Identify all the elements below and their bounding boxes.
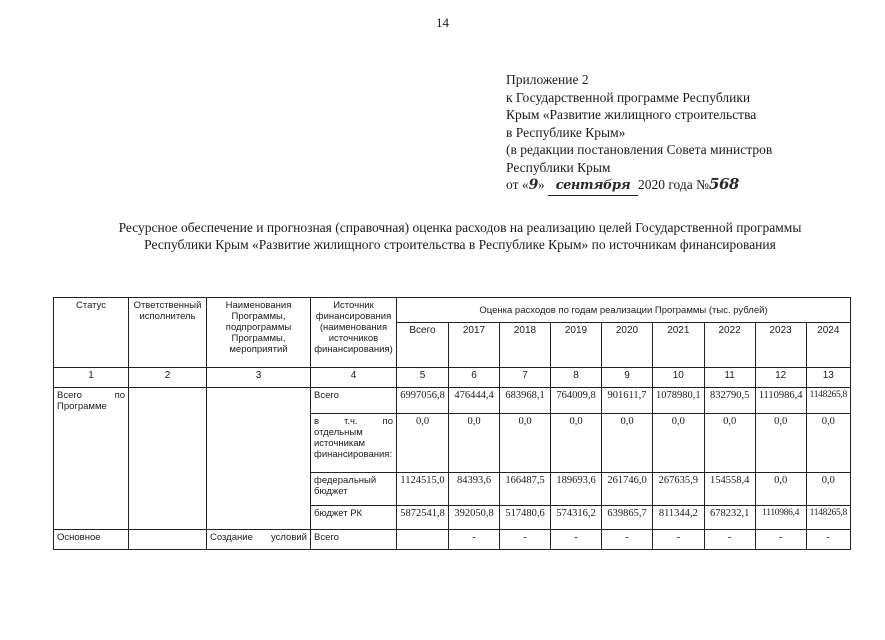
value-cell: 5872541,8 — [397, 506, 449, 530]
value-cell: 574316,2 — [551, 506, 602, 530]
column-number: 3 — [207, 368, 311, 388]
value-cell: 154558,4 — [704, 473, 755, 506]
header-year: 2021 — [653, 323, 705, 368]
value-cell: - — [551, 530, 602, 550]
header-year: 2024 — [806, 323, 850, 368]
value-cell: - — [806, 530, 850, 550]
program-name-cell — [207, 388, 311, 530]
decree-month: сентября — [548, 177, 638, 196]
value-cell: 764009,8 — [551, 388, 602, 414]
header-status: Статус — [54, 298, 129, 368]
status-word: Программе — [57, 401, 107, 412]
decree-mid: » — [537, 177, 545, 192]
value-cell: 1110986,4 — [755, 506, 806, 530]
value-cell: 1148265,8 — [806, 506, 850, 530]
header-year: 2023 — [755, 323, 806, 368]
value-cell: 811344,2 — [653, 506, 705, 530]
value-cell: 1078980,1 — [653, 388, 705, 414]
value-cell: - — [653, 530, 705, 550]
table-row — [54, 388, 851, 414]
value-cell: - — [755, 530, 806, 550]
value-cell: 832790,5 — [704, 388, 755, 414]
value-cell: 1148265,8 — [806, 388, 850, 414]
column-number: 10 — [653, 368, 705, 388]
value-cell: 0,0 — [704, 414, 755, 473]
value-cell: 0,0 — [602, 414, 653, 473]
page-number: 14 — [436, 15, 449, 30]
value-cell: 166487,5 — [500, 473, 551, 506]
header-year: 2019 — [551, 323, 602, 368]
program-name-cell — [207, 530, 311, 550]
executor-cell — [129, 388, 207, 530]
value-cell: 1110986,4 — [755, 388, 806, 414]
source-cell: Всего — [311, 388, 397, 414]
decree-day: 9 — [528, 177, 538, 193]
appendix-line: Приложение 2 — [506, 72, 589, 87]
value-cell: 517480,6 — [500, 506, 551, 530]
column-number: 5 — [397, 368, 449, 388]
source-cell — [311, 414, 397, 473]
column-number: 13 — [806, 368, 850, 388]
value-cell: - — [704, 530, 755, 550]
column-number: 9 — [602, 368, 653, 388]
status-cell: Основное — [54, 530, 129, 550]
value-cell: 84393,6 — [449, 473, 500, 506]
value-cell: - — [602, 530, 653, 550]
value-cell: 189693,6 — [551, 473, 602, 506]
value-cell: 0,0 — [806, 414, 850, 473]
value-cell: 639865,7 — [602, 506, 653, 530]
document-heading: Ресурсное обеспечение и прогнозная (справочная) оценка расходов на реализацию целей Государственной программы Республики Крым «Развитие жилищного строительства в Республике Крым» по источникам финансирования — [118, 220, 802, 252]
column-number: 12 — [755, 368, 806, 388]
decree-year: 2020 года № — [637, 177, 710, 192]
appendix-line: Республики Крым — [506, 159, 611, 175]
appendix-line: в Республике Крым» — [506, 124, 626, 140]
value-cell: 678232,1 — [704, 506, 755, 530]
header-year: 2018 — [500, 323, 551, 368]
name-word: Создание — [210, 532, 253, 543]
value-cell: - — [500, 530, 551, 550]
header-estimate: Оценка расходов по годам реализации Программы (тыс. рублей) — [397, 298, 851, 323]
source-word: отдельным источникам финансирования: — [314, 427, 393, 460]
column-number: 11 — [704, 368, 755, 388]
column-number: 6 — [449, 368, 500, 388]
source-word: в — [314, 416, 320, 427]
decree-number: 568 — [709, 175, 739, 193]
appendix-line: к Государственной программе Республики — [506, 89, 751, 105]
value-cell: 0,0 — [755, 473, 806, 506]
appendix-line: (в редакции постановления Совета министров — [506, 142, 773, 157]
table-row — [54, 530, 851, 550]
column-number: 1 — [54, 368, 129, 388]
appendix-line: Крым «Развитие жилищного строительства — [506, 107, 757, 122]
header-name: Наименования Программы, подпрограммы Программы, мероприятий — [207, 298, 311, 368]
status-program-cell — [54, 388, 129, 530]
value-cell: 901611,7 — [602, 388, 653, 414]
value-cell: 392050,8 — [449, 506, 500, 530]
header-source: Источник финансирования (наименования источников финансирования) — [311, 298, 397, 368]
decree-line — [506, 176, 772, 196]
value-cell: 0,0 — [551, 414, 602, 473]
column-number-row — [54, 368, 851, 388]
executor-cell — [129, 530, 207, 550]
source-word: т.ч. — [344, 416, 358, 427]
decree-prefix: от « — [506, 177, 529, 192]
value-cell: 0,0 — [397, 414, 449, 473]
source-cell: Всего — [311, 530, 397, 550]
value-cell: 683968,1 — [500, 388, 551, 414]
source-cell: федеральный бюджет — [311, 473, 397, 506]
value-cell: - — [449, 530, 500, 550]
value-cell: 1124515,0 — [397, 473, 449, 506]
value-cell — [397, 530, 449, 550]
column-number: 8 — [551, 368, 602, 388]
value-cell: 0,0 — [755, 414, 806, 473]
header-executor: Ответственный исполнитель — [129, 298, 207, 368]
value-cell: 0,0 — [653, 414, 705, 473]
value-cell: 267635,9 — [653, 473, 705, 506]
name-word: условий — [271, 532, 307, 543]
column-number: 4 — [311, 368, 397, 388]
budget-table — [53, 297, 851, 550]
value-cell: 261746,0 — [602, 473, 653, 506]
source-word: по — [382, 416, 393, 427]
appendix-block — [506, 71, 772, 196]
header-year: Всего — [397, 323, 449, 368]
column-number: 7 — [500, 368, 551, 388]
status-word: Всего — [57, 390, 82, 401]
value-cell: 476444,4 — [449, 388, 500, 414]
value-cell: 6997056,8 — [397, 388, 449, 414]
header-year: 2022 — [704, 323, 755, 368]
header-year: 2017 — [449, 323, 500, 368]
status-word: по — [114, 390, 125, 401]
value-cell: 0,0 — [500, 414, 551, 473]
column-number: 2 — [129, 368, 207, 388]
value-cell: 0,0 — [449, 414, 500, 473]
source-cell: бюджет РК — [311, 506, 397, 530]
header-year: 2020 — [602, 323, 653, 368]
value-cell: 0,0 — [806, 473, 850, 506]
